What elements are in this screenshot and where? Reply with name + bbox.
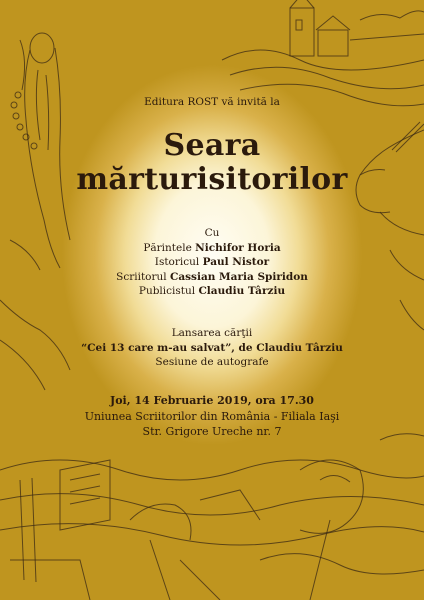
invitation-line: Editura ROST vă invită la bbox=[144, 96, 280, 108]
guest-role: Părintele bbox=[143, 241, 196, 254]
guest-line bbox=[0, 270, 424, 285]
guest-line bbox=[0, 241, 424, 256]
guest-list bbox=[0, 226, 424, 299]
village-scene bbox=[222, 0, 424, 106]
guest-name: Paul Nistor bbox=[202, 256, 270, 268]
guest-name: Nichifor Horia bbox=[195, 241, 281, 254]
event-address: Str. Grigore Ureche nr. 7 bbox=[142, 425, 282, 438]
launch-heading: Lansarea cărţii bbox=[171, 327, 253, 339]
book-title: “Cei 13 care m-au salvat”, de Claudiu Târziu bbox=[81, 341, 343, 354]
guest-role: Scriitorul bbox=[116, 270, 170, 283]
guest-role: Istoricul bbox=[154, 256, 203, 268]
title-line-1: Seara bbox=[163, 128, 261, 163]
event-details bbox=[0, 393, 424, 440]
guest-name: Claudiu Târziu bbox=[198, 285, 286, 297]
title-line-2: mărturisitorilor bbox=[76, 162, 348, 197]
guest-line bbox=[0, 284, 424, 299]
event-date: Joi, 14 Februarie 2019, ora 17.30 bbox=[110, 394, 314, 407]
book-launch bbox=[0, 326, 424, 370]
guest-line bbox=[0, 255, 424, 270]
guest-name: Cassian Maria Spiridon bbox=[169, 270, 308, 283]
event-venue: Uniunea Scriitorilor din România - Filiala Iaşi bbox=[84, 409, 340, 423]
guests-intro: Cu bbox=[204, 227, 220, 239]
bottom-scene bbox=[0, 434, 424, 600]
autograph-session: Sesiune de autografe bbox=[155, 356, 269, 368]
guest-role: Publicistul bbox=[138, 285, 199, 297]
